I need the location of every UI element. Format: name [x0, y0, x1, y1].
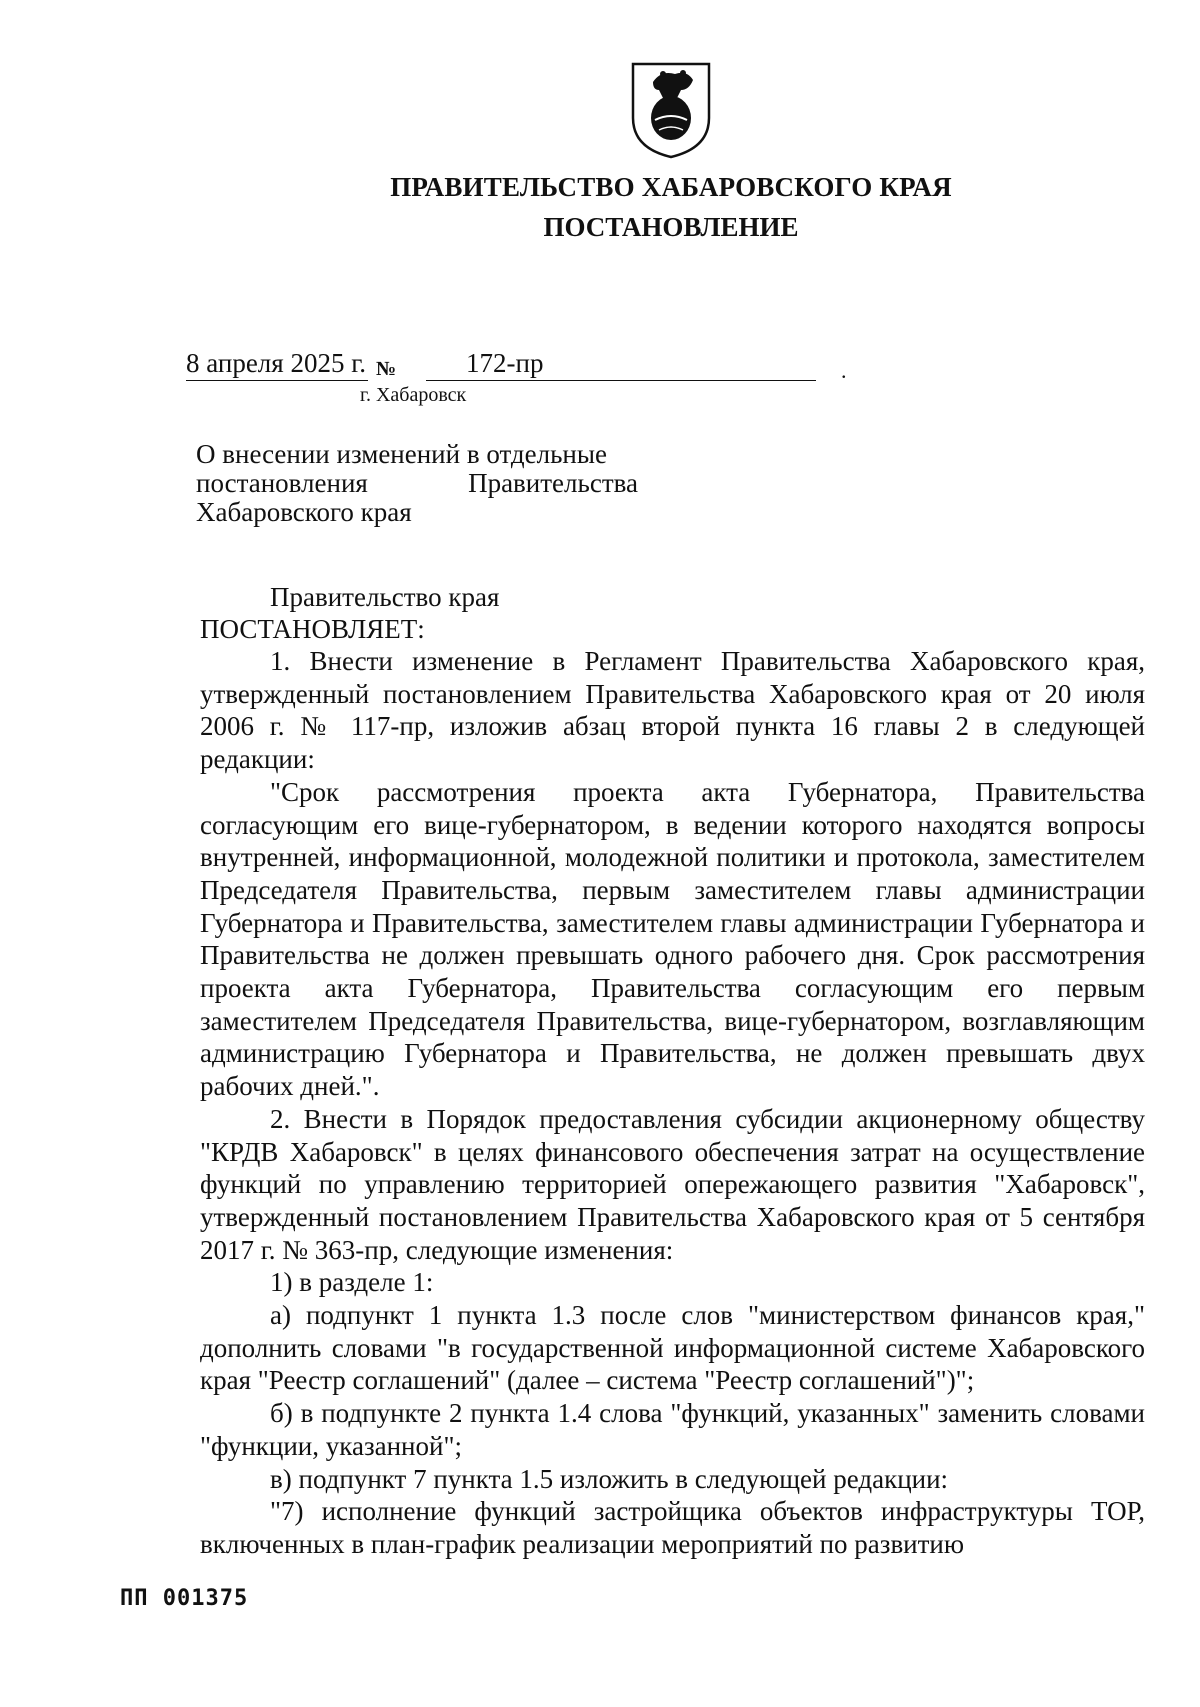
- document-date: 8 апреля 2025 г.: [186, 348, 366, 378]
- document-city: г. Хабаровск: [360, 384, 467, 406]
- khabarovsk-coat-of-arms-icon: [627, 60, 715, 160]
- paragraph: а) подпункт 1 пункта 1.3 после слов "министерством финансов края," дополнить словами "в государственной информационной системе Хабаровского края "Реестр соглашений" (далее – система "Реестр соглашений")";: [200, 1300, 1145, 1396]
- document-number: 172-пр: [466, 348, 544, 378]
- preamble-line-2: ПОСТАНОВЛЯЕТ:: [200, 614, 425, 644]
- document-type: ПОСТАНОВЛЕНИЕ: [543, 212, 799, 242]
- subject-line-2-right: Правительства: [468, 468, 638, 498]
- preamble: [200, 581, 1145, 645]
- footer-code: ПП 001375: [120, 1586, 249, 1611]
- date-number-line: [186, 348, 847, 388]
- paragraph: 1. Внести изменение в Регламент Правительства Хабаровского края, утвержденный постановлением Правительства Хабаровского края от 20 июля 2006 г. № 117-пр, изложив абзац второй пункта 16 главы 2 в следующей редакции:: [200, 646, 1145, 775]
- date-underline: [186, 380, 368, 381]
- number-underline: [426, 380, 816, 381]
- subject-line-3: Хабаровского края: [196, 497, 412, 527]
- subject-line-2: [196, 469, 638, 498]
- date-line-dot: .: [841, 358, 847, 383]
- paragraph: б) в подпункте 2 пункта 1.4 слова "функций, указанных" заменить словами "функции, указанной";: [200, 1398, 1145, 1461]
- document-body: [200, 645, 1145, 1561]
- paragraph: "7) исполнение функций застройщика объектов инфраструктуры ТОР, включенных в план-график реализации мероприятий по развитию: [200, 1496, 1145, 1559]
- paragraph: 1) в разделе 1:: [270, 1267, 434, 1298]
- paragraph: "Срок рассмотрения проекта акта Губернатора, Правительства согласующим его вице-губернатором, в ведении которого находятся вопросы внутренней, информационной, молодежной политики и протокола, заместителем Председателя Правительства, первым заместителем главы администрации Губернатора и Правительства, заместителем главы администрации Губернатора и Правительства не должен превышать одного рабочего дня. Срок рассмотрения проекта акта Губернатора, Правительства согласующим его первым заместителем Председателя Правительства, вице-губернатором, возглавляющим администрацию Губернатора и Правительства, не должен превышать двух рабочих дней.".: [200, 776, 1145, 1102]
- number-sign: №: [376, 358, 397, 380]
- subject-line-2-left: постановления: [196, 468, 368, 498]
- paragraph: в) подпункт 7 пункта 1.5 изложить в следующей редакции:: [270, 1463, 949, 1494]
- paragraph: 2. Внести в Порядок предоставления субсидии акционерному обществу "КРДВ Хабаровск" в целях финансового обеспечения затрат на осуществление функций по управлению территорией опережающего развития "Хабаровск", утвержденный постановлением Правительства Хабаровского края от 5 сентября 2017 г. № 363-пр, следующие изменения:: [200, 1103, 1145, 1265]
- preamble-line-1: Правительство края: [270, 582, 500, 612]
- document-subject: [196, 440, 638, 527]
- subject-line-1: О внесении изменений в отдельные: [196, 439, 607, 469]
- government-title: ПРАВИТЕЛЬСТВО ХАБАРОВСКОГО КРАЯ: [390, 172, 952, 202]
